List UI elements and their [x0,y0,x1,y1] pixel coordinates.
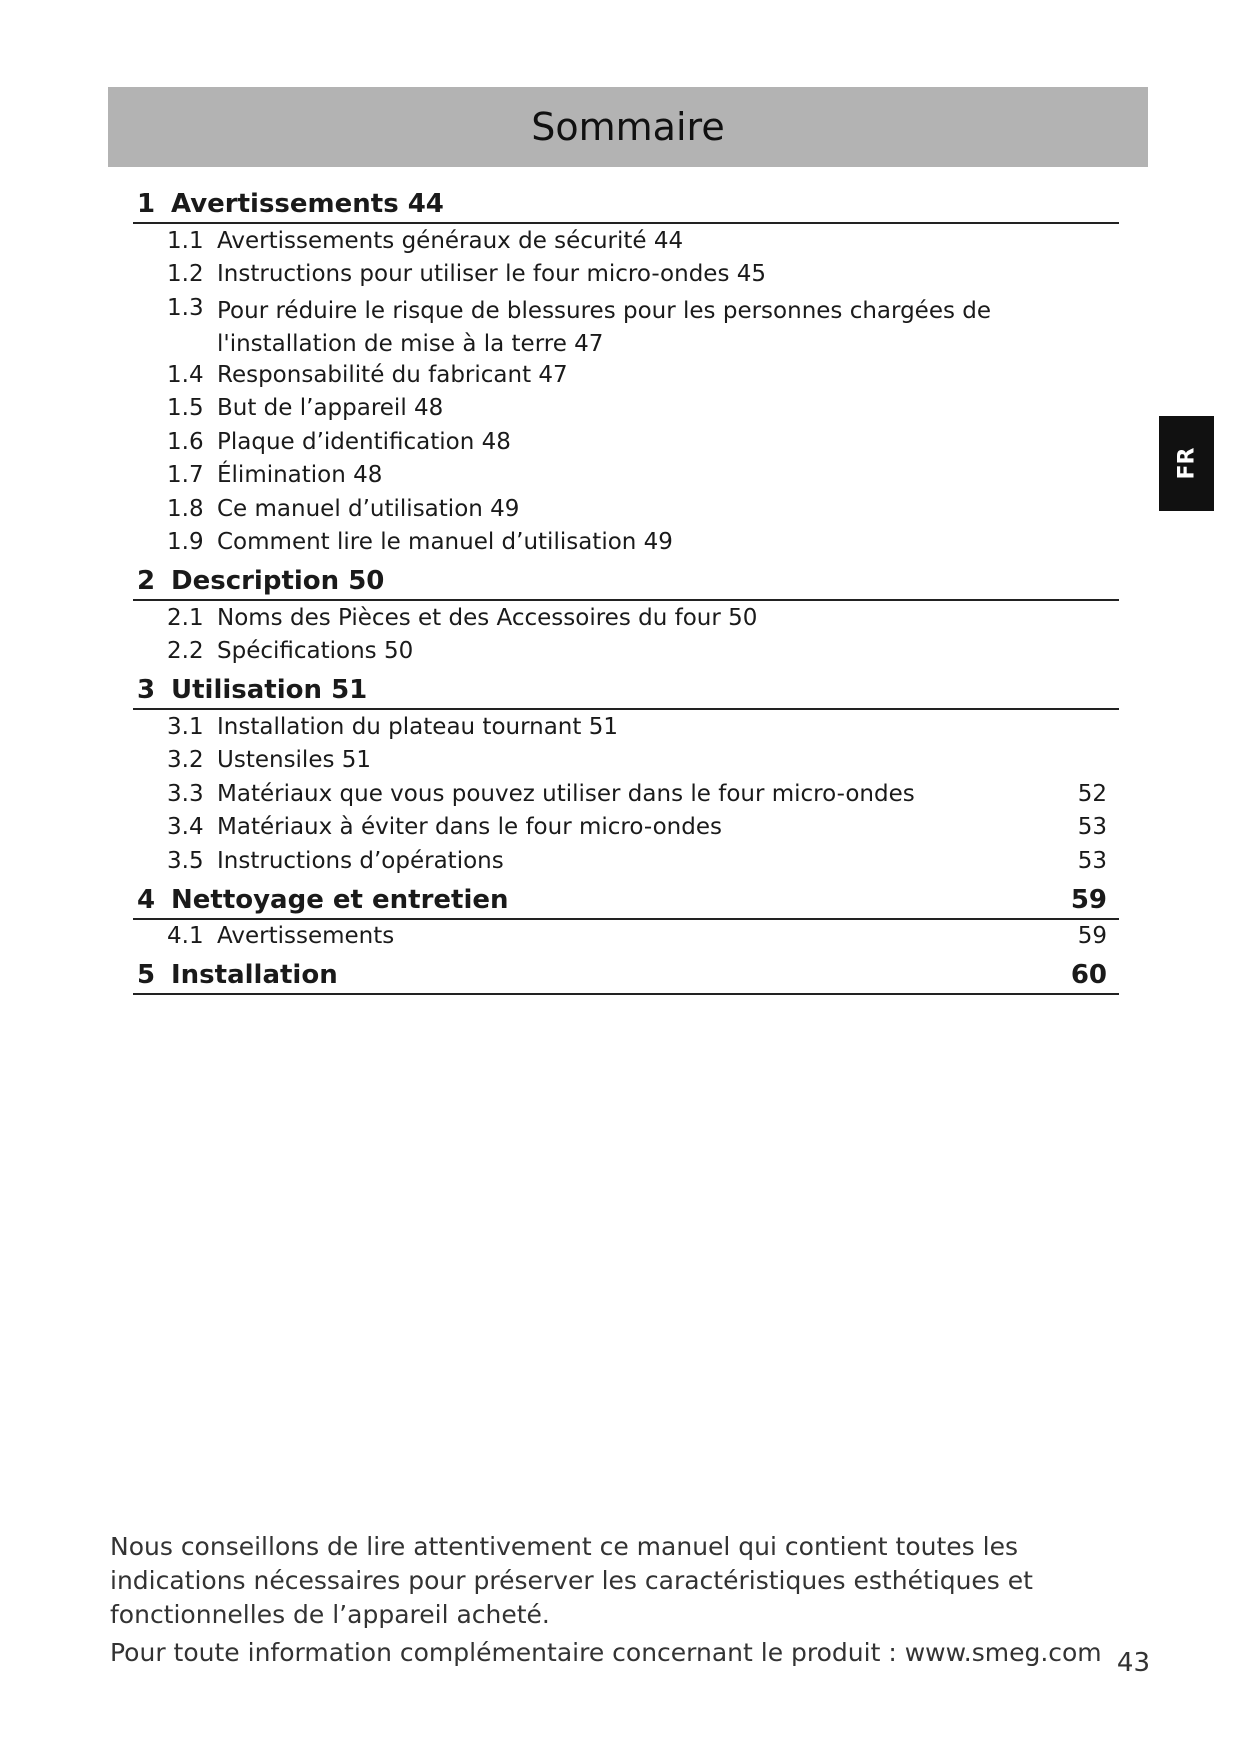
toc-section-1-4[interactable] [133,358,1119,392]
section-page: 59 [1077,923,1107,950]
section-title: Instructions pour utiliser le four micro-ondes 45 [217,261,767,288]
chapter-title: Utilisation 51 [171,675,368,705]
toc-section-3-3[interactable] [133,777,1119,811]
section-title: Élimination 48 [217,462,383,489]
chapter-page: 60 [1070,960,1107,990]
section-title: Pour réduire le risque de blessures pour les personnes chargées de l'installation de mise à la terre 47 [217,298,992,357]
section-title: Matériaux à éviter dans le four micro-ondes [217,814,722,841]
toc-section-1-7[interactable] [133,459,1119,493]
section-number: 1.5 [167,395,204,422]
chapter-title: Nettoyage et entretien [171,884,509,915]
section-number: 3.2 [167,747,204,774]
toc-section-2-2[interactable] [133,635,1119,669]
toc-section-4-1[interactable] [133,920,1119,954]
page-title: Sommaire [531,105,725,149]
section-page: 52 [1077,780,1107,807]
toc-section-1-6[interactable] [133,425,1119,459]
section-number: 4.1 [167,923,204,950]
chapter-number: 4 [137,884,156,915]
chapter-number: 5 [137,960,156,990]
section-title: Plaque d’identification 48 [217,428,511,455]
section-page: 53 [1077,847,1107,874]
section-number: 2.1 [167,604,204,631]
section-title: Spécifications 50 [217,638,414,665]
chapter-title: Description 50 [171,566,385,596]
section-number: 1.1 [167,227,204,254]
section-number: 1.3 [167,295,204,321]
section-title: Instructions d’opérations [217,847,504,874]
chapter-title: Avertissements 44 [171,189,444,219]
toc-chapter-3[interactable] [133,668,1119,710]
language-tab-label: FR [1174,447,1199,480]
section-title: Avertissements [217,923,395,950]
toc-chapter-4[interactable] [133,878,1119,920]
toc-chapter-2[interactable] [133,559,1119,601]
toc-section-1-5[interactable] [133,392,1119,426]
chapter-number: 3 [137,675,156,705]
toc-section-1-2[interactable] [133,258,1119,292]
toc-section-3-1[interactable] [133,710,1119,744]
section-title: Comment lire le manuel d’utilisation 49 [217,529,673,556]
section-title: Installation du plateau tournant 51 [217,713,618,740]
title-bar [108,87,1148,167]
chapter-title: Installation [171,960,338,990]
section-page: 53 [1077,814,1107,841]
section-title: Ustensiles 51 [217,747,372,774]
footer-note [110,1530,1160,1670]
toc-section-2-1[interactable] [133,601,1119,635]
table-of-contents [133,182,1119,995]
toc-section-1-1[interactable] [133,224,1119,258]
section-number: 1.6 [167,428,204,455]
section-title: Responsabilité du fabricant 47 [217,361,568,388]
footer-paragraph-2: Pour toute information complémentaire concernant le produit : www.smeg.com [110,1638,1102,1667]
toc-section-1-3[interactable] [133,291,1119,358]
section-title: Ce manuel d’utilisation 49 [217,495,520,522]
chapter-page: 59 [1070,884,1107,915]
section-title: But de l’appareil 48 [217,395,444,422]
section-number: 1.4 [167,361,204,388]
section-number: 1.8 [167,495,204,522]
toc-section-3-4[interactable] [133,811,1119,845]
chapter-number: 2 [137,566,156,596]
toc-section-1-9[interactable] [133,526,1119,560]
toc-chapter-5[interactable] [133,953,1119,995]
chapter-number: 1 [137,189,156,219]
section-number: 1.2 [167,261,204,288]
page-number: 43 [1116,1648,1150,1678]
section-title: Matériaux que vous pouvez utiliser dans le four micro-ondes [217,780,915,807]
section-title: Noms des Pièces et des Accessoires du four 50 [217,604,758,631]
section-number: 3.3 [167,780,204,807]
section-number: 1.9 [167,529,204,556]
section-number: 2.2 [167,638,204,665]
toc-section-1-8[interactable] [133,492,1119,526]
section-title: Avertissements généraux de sécurité 44 [217,227,684,254]
toc-chapter-1[interactable] [133,182,1119,224]
section-number: 3.5 [167,847,204,874]
section-number: 3.1 [167,713,204,740]
toc-section-3-2[interactable] [133,744,1119,778]
section-number: 1.7 [167,462,204,489]
toc-section-3-5[interactable] [133,844,1119,878]
footer-paragraph-1: Nous conseillons de lire attentivement ce manuel qui contient toutes les indications nécessaires pour préserver les caractéristiques esthétiques et fonctionnelles de l’appareil acheté. [110,1532,1033,1629]
language-tab [1159,416,1214,511]
section-number: 3.4 [167,814,204,841]
